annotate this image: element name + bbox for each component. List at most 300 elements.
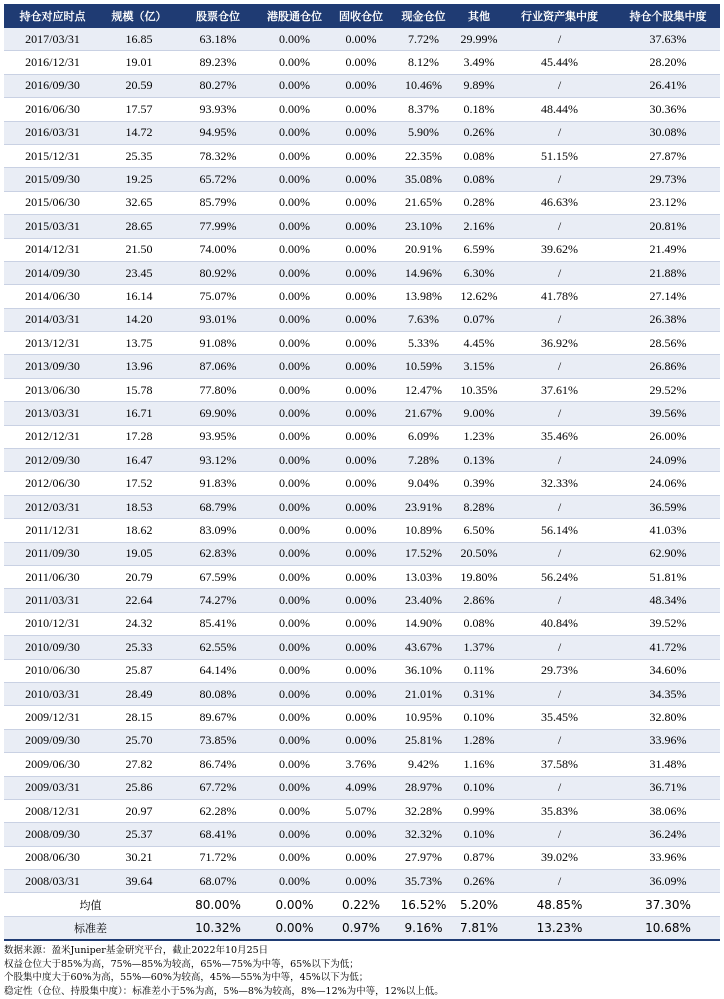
table-cell: 0.00%	[330, 729, 392, 752]
table-cell: 75.07%	[177, 285, 259, 308]
table-cell: 0.00%	[330, 519, 392, 542]
table-cell: 0.00%	[330, 144, 392, 167]
table-row	[4, 215, 720, 238]
table-cell: 77.80%	[177, 378, 259, 401]
table-cell: 0.00%	[259, 519, 330, 542]
summary-cell: 16.52%	[392, 893, 455, 916]
table-cell: 25.70	[101, 729, 177, 752]
table-cell: 0.00%	[330, 565, 392, 588]
table-row	[4, 332, 720, 355]
table-cell: 33.96%	[616, 729, 720, 752]
table-cell: 16.14	[101, 285, 177, 308]
table-cell: 43.67%	[392, 636, 455, 659]
table-cell: 87.06%	[177, 355, 259, 378]
table-cell: 0.26%	[455, 870, 503, 893]
table-cell: 2008/06/30	[4, 846, 101, 869]
table-cell: 37.58%	[503, 753, 616, 776]
table-cell: 0.08%	[455, 612, 503, 635]
table-cell: 0.00%	[259, 776, 330, 799]
table-cell: 0.00%	[259, 261, 330, 284]
table-cell: 0.00%	[330, 542, 392, 565]
table-cell: 10.95%	[392, 706, 455, 729]
table-cell: 26.41%	[616, 74, 720, 97]
table-cell: 7.28%	[392, 449, 455, 472]
table-cell: 0.00%	[330, 449, 392, 472]
table-cell: 0.00%	[259, 402, 330, 425]
table-cell: 27.82	[101, 753, 177, 776]
table-cell: 34.60%	[616, 659, 720, 682]
table-cell: 25.33	[101, 636, 177, 659]
table-cell: 10.46%	[392, 74, 455, 97]
table-row	[4, 472, 720, 495]
table-row	[4, 355, 720, 378]
table-cell: 14.72	[101, 121, 177, 144]
table-cell: 35.45%	[503, 706, 616, 729]
table-cell: 0.00%	[259, 706, 330, 729]
table-cell: 6.09%	[392, 425, 455, 448]
table-cell: /	[503, 870, 616, 893]
table-cell: 24.06%	[616, 472, 720, 495]
table-cell: 0.00%	[259, 51, 330, 74]
table-cell: 2013/06/30	[4, 378, 101, 401]
table-cell: 0.00%	[259, 308, 330, 331]
table-cell: 0.00%	[330, 472, 392, 495]
table-cell: 32.80%	[616, 706, 720, 729]
table-cell: 0.00%	[330, 682, 392, 705]
table-cell: 0.00%	[330, 378, 392, 401]
table-cell: 2010/03/31	[4, 682, 101, 705]
table-cell: 2009/12/31	[4, 706, 101, 729]
table-cell: 2015/06/30	[4, 191, 101, 214]
table-cell: 2016/09/30	[4, 74, 101, 97]
table-cell: 28.56%	[616, 332, 720, 355]
table-cell: 48.44%	[503, 98, 616, 121]
table-cell: 0.00%	[259, 215, 330, 238]
table-cell: 0.00%	[259, 565, 330, 588]
table-cell: 68.79%	[177, 495, 259, 518]
table-cell: 2015/12/31	[4, 144, 101, 167]
table-row	[4, 378, 720, 401]
table-cell: 68.41%	[177, 823, 259, 846]
table-cell: 28.97%	[392, 776, 455, 799]
table-cell: 19.25	[101, 168, 177, 191]
table-cell: 18.53	[101, 495, 177, 518]
table-cell: 91.08%	[177, 332, 259, 355]
table-cell: 2011/09/30	[4, 542, 101, 565]
table-cell: 0.00%	[330, 285, 392, 308]
table-cell: 8.28%	[455, 495, 503, 518]
table-cell: 28.65	[101, 215, 177, 238]
table-cell: /	[503, 215, 616, 238]
table-cell: 45.44%	[503, 51, 616, 74]
table-cell: 32.32%	[392, 823, 455, 846]
table-row	[4, 285, 720, 308]
table-cell: 26.38%	[616, 308, 720, 331]
table-cell: 2011/03/31	[4, 589, 101, 612]
table-cell: 74.27%	[177, 589, 259, 612]
footnote-line: 稳定性（仓位、持股集中度）：标准差小于5%为高，5%—8%为较高，8%—12%为中等，12%以上低。	[4, 986, 444, 998]
table-cell: 0.00%	[259, 495, 330, 518]
table-cell: 0.00%	[330, 659, 392, 682]
table-cell: 1.23%	[455, 425, 503, 448]
table-row	[4, 98, 720, 121]
table-cell: 0.11%	[455, 659, 503, 682]
table-cell: 31.48%	[616, 753, 720, 776]
table-cell: 25.35	[101, 144, 177, 167]
table-cell: 2017/03/31	[4, 28, 101, 51]
table-row	[4, 846, 720, 869]
table-cell: 20.81%	[616, 215, 720, 238]
table-cell: 2011/12/31	[4, 519, 101, 542]
table-cell: 2012/12/31	[4, 425, 101, 448]
table-row	[4, 144, 720, 167]
table-cell: 17.57	[101, 98, 177, 121]
table-cell: /	[503, 636, 616, 659]
table-cell: 1.28%	[455, 729, 503, 752]
table-cell: 0.00%	[330, 308, 392, 331]
table-cell: 2013/03/31	[4, 402, 101, 425]
table-cell: 33.96%	[616, 846, 720, 869]
column-header: 行业资产集中度	[503, 4, 616, 28]
summary-cell: 10.68%	[616, 916, 720, 940]
table-cell: 64.14%	[177, 659, 259, 682]
table-cell: 0.08%	[455, 168, 503, 191]
table-cell: 0.00%	[259, 870, 330, 893]
table-cell: 0.00%	[330, 402, 392, 425]
table-cell: 20.50%	[455, 542, 503, 565]
table-cell: 0.00%	[330, 706, 392, 729]
table-cell: 7.63%	[392, 308, 455, 331]
table-cell: 0.31%	[455, 682, 503, 705]
table-row	[4, 191, 720, 214]
footnote-line: 权益仓位大于85%为高，75%—85%为较高，65%—75%为中等，65%以下为低；	[4, 958, 359, 970]
table-cell: 0.00%	[330, 191, 392, 214]
table-cell: 28.15	[101, 706, 177, 729]
table-cell: 71.72%	[177, 846, 259, 869]
table-cell: 6.30%	[455, 261, 503, 284]
table-cell: 2008/09/30	[4, 823, 101, 846]
table-cell: 14.20	[101, 308, 177, 331]
summary-label: 标准差	[4, 916, 177, 940]
table-cell: 1.16%	[455, 753, 503, 776]
table-cell: 9.89%	[455, 74, 503, 97]
table-cell: 0.00%	[330, 612, 392, 635]
table-cell: 56.14%	[503, 519, 616, 542]
table-cell: 25.87	[101, 659, 177, 682]
table-cell: 20.59	[101, 74, 177, 97]
table-row	[4, 121, 720, 144]
table-cell: 38.06%	[616, 799, 720, 822]
table-cell: 41.03%	[616, 519, 720, 542]
table-cell: 10.35%	[455, 378, 503, 401]
table-cell: 69.90%	[177, 402, 259, 425]
column-header: 其他	[455, 4, 503, 28]
table-cell: 21.50	[101, 238, 177, 261]
table-cell: 36.71%	[616, 776, 720, 799]
table-cell: 0.00%	[259, 121, 330, 144]
table-cell: 0.00%	[259, 846, 330, 869]
table-cell: /	[503, 261, 616, 284]
table-row	[4, 425, 720, 448]
table-cell: 0.00%	[259, 589, 330, 612]
table-cell: 27.14%	[616, 285, 720, 308]
table-cell: 2014/12/31	[4, 238, 101, 261]
table-cell: 35.46%	[503, 425, 616, 448]
table-cell: 2012/09/30	[4, 449, 101, 472]
table-cell: 3.49%	[455, 51, 503, 74]
table-cell: 28.20%	[616, 51, 720, 74]
table-cell: 41.72%	[616, 636, 720, 659]
table-cell: 2010/12/31	[4, 612, 101, 635]
table-cell: 2009/03/31	[4, 776, 101, 799]
table-cell: 4.09%	[330, 776, 392, 799]
summary-label: 均值	[4, 893, 177, 916]
table-cell: 5.90%	[392, 121, 455, 144]
table-cell: 94.95%	[177, 121, 259, 144]
table-cell: 41.78%	[503, 285, 616, 308]
table-row	[4, 495, 720, 518]
summary-cell: 5.20%	[455, 893, 503, 916]
table-cell: 25.37	[101, 823, 177, 846]
table-cell: 36.10%	[392, 659, 455, 682]
table-cell: 24.09%	[616, 449, 720, 472]
table-cell: /	[503, 589, 616, 612]
column-header: 持仓对应时点	[4, 4, 101, 28]
table-row	[4, 542, 720, 565]
table-cell: 9.00%	[455, 402, 503, 425]
table-cell: 0.10%	[455, 706, 503, 729]
table-cell: 28.49	[101, 682, 177, 705]
table-cell: 0.00%	[330, 74, 392, 97]
table-cell: 0.28%	[455, 191, 503, 214]
table-row	[4, 449, 720, 472]
table-row	[4, 799, 720, 822]
table-cell: 39.64	[101, 870, 177, 893]
table-cell: 25.86	[101, 776, 177, 799]
table-cell: 21.88%	[616, 261, 720, 284]
table-cell: 77.99%	[177, 215, 259, 238]
table-cell: /	[503, 449, 616, 472]
table-row	[4, 402, 720, 425]
table-cell: 0.00%	[259, 285, 330, 308]
table-cell: 30.08%	[616, 121, 720, 144]
table-cell: 20.91%	[392, 238, 455, 261]
summary-cell: 9.16%	[392, 916, 455, 940]
table-cell: 2009/06/30	[4, 753, 101, 776]
table-cell: 0.00%	[259, 355, 330, 378]
table-cell: 89.23%	[177, 51, 259, 74]
table-cell: 32.33%	[503, 472, 616, 495]
table-cell: /	[503, 682, 616, 705]
table-row	[4, 565, 720, 588]
table-cell: 62.28%	[177, 799, 259, 822]
table-cell: 2014/09/30	[4, 261, 101, 284]
table-cell: 0.00%	[330, 28, 392, 51]
table-cell: 27.87%	[616, 144, 720, 167]
footnote-line: 数据来源：盈米Juniper基金研究平台，截止2022年10月25日	[4, 945, 269, 957]
table-cell: 2014/03/31	[4, 308, 101, 331]
table-cell: 26.86%	[616, 355, 720, 378]
table-row	[4, 28, 720, 51]
table-cell: 29.73%	[616, 168, 720, 191]
table-cell: 2015/03/31	[4, 215, 101, 238]
summary-cell: 48.85%	[503, 893, 616, 916]
table-cell: 0.00%	[330, 168, 392, 191]
table-row	[4, 682, 720, 705]
table-row	[4, 261, 720, 284]
table-cell: 0.00%	[259, 28, 330, 51]
table-cell: 0.00%	[259, 98, 330, 121]
table-cell: 85.79%	[177, 191, 259, 214]
table-row	[4, 74, 720, 97]
table-cell: 0.00%	[259, 542, 330, 565]
table-cell: 0.00%	[330, 51, 392, 74]
table-cell: 37.61%	[503, 378, 616, 401]
table-cell: 0.00%	[259, 238, 330, 261]
table-cell: 0.00%	[259, 425, 330, 448]
table-cell: 2012/03/31	[4, 495, 101, 518]
table-cell: 56.24%	[503, 565, 616, 588]
table-cell: 19.80%	[455, 565, 503, 588]
table-cell: 9.04%	[392, 472, 455, 495]
table-row	[4, 659, 720, 682]
table-cell: 16.71	[101, 402, 177, 425]
table-cell: 86.74%	[177, 753, 259, 776]
table-cell: 0.00%	[330, 215, 392, 238]
table-cell: 17.52	[101, 472, 177, 495]
table-cell: /	[503, 729, 616, 752]
table-cell: 23.12%	[616, 191, 720, 214]
table-cell: 25.81%	[392, 729, 455, 752]
table-cell: /	[503, 74, 616, 97]
table-cell: 2016/03/31	[4, 121, 101, 144]
table-row	[4, 51, 720, 74]
table-cell: 62.83%	[177, 542, 259, 565]
table-cell: 0.00%	[330, 261, 392, 284]
table-cell: 0.99%	[455, 799, 503, 822]
table-cell: 4.45%	[455, 332, 503, 355]
table-cell: 29.52%	[616, 378, 720, 401]
table-cell: 2013/12/31	[4, 332, 101, 355]
table-cell: 2.16%	[455, 215, 503, 238]
table-cell: 17.52%	[392, 542, 455, 565]
table-cell: 39.56%	[616, 402, 720, 425]
table-cell: 12.62%	[455, 285, 503, 308]
table-cell: 46.63%	[503, 191, 616, 214]
table-cell: /	[503, 168, 616, 191]
summary-cell: 7.81%	[455, 916, 503, 940]
table-cell: 0.00%	[330, 332, 392, 355]
summary-cell: 0.00%	[259, 916, 330, 940]
table-cell: 35.73%	[392, 870, 455, 893]
holdings-report	[4, 4, 720, 999]
table-cell: 13.98%	[392, 285, 455, 308]
footnote-line: 个股集中度大于60%为高，55%—60%为较高，45%—55%为中等，45%以下为低；	[4, 972, 369, 984]
table-cell: /	[503, 308, 616, 331]
table-cell: 35.08%	[392, 168, 455, 191]
table-cell: 2.86%	[455, 589, 503, 612]
table-cell: 0.00%	[259, 659, 330, 682]
table-cell: 0.00%	[259, 449, 330, 472]
table-cell: 22.35%	[392, 144, 455, 167]
table-cell: 2011/06/30	[4, 565, 101, 588]
table-cell: 0.00%	[330, 495, 392, 518]
table-cell: 0.00%	[259, 636, 330, 659]
table-cell: 0.00%	[259, 332, 330, 355]
table-cell: 0.00%	[330, 846, 392, 869]
table-row	[4, 168, 720, 191]
table-cell: 0.08%	[455, 144, 503, 167]
table-cell: 21.65%	[392, 191, 455, 214]
table-cell: 85.41%	[177, 612, 259, 635]
table-cell: 23.10%	[392, 215, 455, 238]
column-header: 持仓个股集中度	[616, 4, 720, 28]
table-cell: 8.37%	[392, 98, 455, 121]
footnotes	[4, 944, 720, 998]
summary-cell: 0.97%	[330, 916, 392, 940]
table-cell: 2010/09/30	[4, 636, 101, 659]
table-row	[4, 636, 720, 659]
table-cell: 29.73%	[503, 659, 616, 682]
table-row	[4, 612, 720, 635]
table-cell: 22.64	[101, 589, 177, 612]
table-cell: 16.47	[101, 449, 177, 472]
table-cell: 91.83%	[177, 472, 259, 495]
table-cell: 2016/06/30	[4, 98, 101, 121]
table-cell: 19.05	[101, 542, 177, 565]
table-cell: 0.07%	[455, 308, 503, 331]
table-cell: 19.01	[101, 51, 177, 74]
table-cell: /	[503, 823, 616, 846]
table-cell: 30.21	[101, 846, 177, 869]
column-header: 固收仓位	[330, 4, 392, 28]
table-cell: 34.35%	[616, 682, 720, 705]
table-cell: 80.08%	[177, 682, 259, 705]
table-cell: 80.27%	[177, 74, 259, 97]
table-cell: 0.26%	[455, 121, 503, 144]
table-cell: 63.18%	[177, 28, 259, 51]
table-body	[4, 28, 720, 940]
table-cell: 0.00%	[330, 823, 392, 846]
table-cell: 2016/12/31	[4, 51, 101, 74]
column-header: 规模（亿）	[101, 4, 177, 28]
table-cell: 78.32%	[177, 144, 259, 167]
table-cell: 0.00%	[259, 729, 330, 752]
column-header: 港股通仓位	[259, 4, 330, 28]
table-cell: 14.96%	[392, 261, 455, 284]
table-cell: 24.32	[101, 612, 177, 635]
table-cell: 18.62	[101, 519, 177, 542]
table-cell: 93.95%	[177, 425, 259, 448]
table-cell: 0.00%	[330, 355, 392, 378]
table-cell: /	[503, 542, 616, 565]
holdings-table	[4, 4, 720, 941]
table-cell: 20.79	[101, 565, 177, 588]
table-row	[4, 238, 720, 261]
table-cell: 36.59%	[616, 495, 720, 518]
table-cell: 3.15%	[455, 355, 503, 378]
table-cell: /	[503, 495, 616, 518]
table-cell: 32.65	[101, 191, 177, 214]
table-cell: 65.72%	[177, 168, 259, 191]
table-cell: 2014/06/30	[4, 285, 101, 308]
table-cell: 7.72%	[392, 28, 455, 51]
table-cell: 30.36%	[616, 98, 720, 121]
table-cell: 17.28	[101, 425, 177, 448]
table-cell: 2010/06/30	[4, 659, 101, 682]
table-cell: 13.96	[101, 355, 177, 378]
table-cell: 0.13%	[455, 449, 503, 472]
